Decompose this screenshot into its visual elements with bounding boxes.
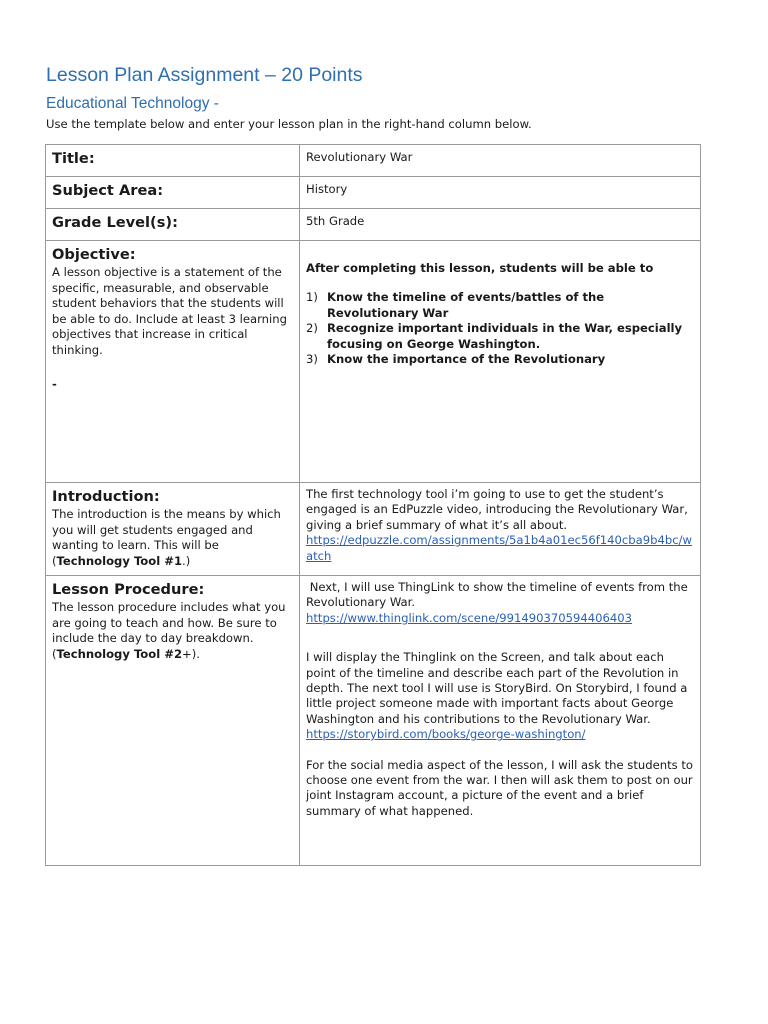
description-bold: Technology Tool #1 — [56, 553, 183, 568]
introduction-description — [52, 507, 294, 569]
list-text: Recognize important individuals in the War, especially focusing on George Washington. — [327, 321, 683, 351]
value-cell — [300, 241, 701, 483]
table-row-introduction — [46, 483, 701, 576]
label-cell — [46, 177, 300, 209]
document-title: Lesson Plan Assignment – 20 Points — [46, 64, 363, 86]
procedure-label: Lesson Procedure: — [52, 581, 205, 598]
edpuzzle-link[interactable]: https://edpuzzle.com/assignments/5a1b4a01ec56f140cba9b4bc/watch — [306, 533, 693, 563]
list-item — [306, 321, 695, 352]
description-text: .) — [182, 553, 191, 568]
value-cell — [300, 576, 701, 866]
title-label: Title: — [52, 150, 95, 167]
value-cell — [300, 209, 701, 241]
procedure-paragraph: Next, I will use ThingLink to show the timeline of events from the Revolutionary War. — [306, 580, 692, 610]
objective-description: A lesson objective is a statement of the specific, measurable, and observable student behaviors that the students will be able to do. Include at least 3 learning objectives that increase in critical thinking. — [52, 265, 287, 357]
table-row-procedure — [46, 576, 701, 866]
list-item — [306, 290, 695, 321]
description-text: The introduction is the means by which you will get students engaged and wanting to learn. This will be ( — [52, 507, 281, 568]
table-row-subject — [46, 177, 701, 209]
label-cell — [46, 145, 300, 177]
introduction-text: The first technology tool i’m going to use to get the student’s engaged is an EdPuzzle video, introducing the Revolutionary War, giving a brief summary of what it’s all about. — [306, 487, 688, 532]
procedure-description — [52, 600, 294, 662]
label-cell — [46, 483, 300, 576]
objective-list — [306, 290, 695, 367]
description-text: The lesson procedure includes what you are going to teach and how. Be sure to include the day to day breakdown. ( — [52, 600, 286, 661]
label-cell — [46, 576, 300, 866]
introduction-label: Introduction: — [52, 488, 160, 505]
procedure-paragraph: For the social media aspect of the lesson, I will ask the students to choose one event from the war. I then will ask them to post on our joint Instagram account, a picture of the event and a brief summary of what happened. — [306, 757, 693, 818]
list-number: 2) — [306, 321, 318, 336]
procedure-paragraph: I will display the Thinglink on the Screen, and talk about each point of the timeline and describe each part of the Revolution in depth. The next tool I will use is StoryBird. On Storybird, I found a little project someone made with important facts about George Washington and his contributions to the Revolutionary War. — [306, 650, 688, 726]
label-cell — [46, 241, 300, 483]
table-row-title — [46, 145, 701, 177]
table-row-objective — [46, 241, 701, 483]
objective-intro: After completing this lesson, students will be able to — [306, 261, 654, 275]
list-text: Know the importance of the Revolutionary — [327, 352, 606, 367]
label-cell — [46, 209, 300, 241]
value-cell — [300, 145, 701, 177]
title-value: Revolutionary War — [306, 150, 413, 164]
objective-dash: - — [52, 376, 57, 391]
thinglink-link[interactable]: https://www.thinglink.com/scene/991490370594406403 — [306, 610, 633, 625]
subject-area-value: History — [306, 182, 348, 196]
list-number: 3) — [306, 352, 318, 367]
lesson-plan-table — [45, 144, 701, 866]
document-subtitle: Educational Technology - — [46, 95, 219, 112]
storybird-link[interactable]: https://storybird.com/books/george-washington/ — [306, 727, 586, 742]
grade-level-label: Grade Level(s): — [52, 214, 178, 231]
objective-label: Objective: — [52, 246, 136, 263]
instructions-text: Use the template below and enter your lesson plan in the right-hand column below. — [46, 117, 532, 131]
description-text: +). — [182, 646, 200, 661]
value-cell — [300, 483, 701, 576]
list-text: Know the timeline of events/battles of the Revolutionary War — [327, 290, 605, 320]
value-cell — [300, 177, 701, 209]
table-row-grade — [46, 209, 701, 241]
description-bold: Technology Tool #2 — [56, 646, 183, 661]
grade-level-value: 5th Grade — [306, 214, 365, 228]
list-number: 1) — [306, 290, 318, 305]
subject-area-label: Subject Area: — [52, 182, 164, 199]
list-item — [306, 352, 695, 367]
